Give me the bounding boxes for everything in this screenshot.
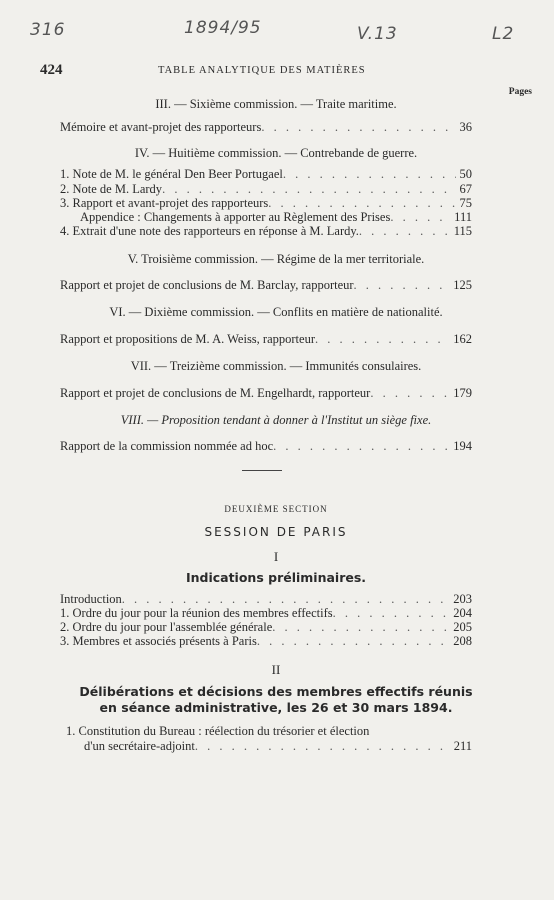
toc-entry: Rapport et propositions de M. A. Weiss, rapporteur . . . 162	[60, 332, 472, 347]
session-title: SESSION DE PARIS	[204, 525, 348, 539]
toc-entry: 3. Membres et associés présents à Paris . . . 208	[60, 634, 472, 649]
handwritten-note-2: 1894/95	[184, 18, 262, 38]
toc-entry: Rapport et projet de conclusions de M. Barclay, rapporteur . . . 125	[60, 278, 472, 293]
running-title: TABLE ANALYTIQUE DES MATIÈRES	[158, 65, 366, 76]
toc-entry: 1. Ordre du jour pour la réunion des membres effectifs . . . 204	[60, 606, 472, 621]
toc-entry: 1. Note de M. le général Den Beer Portugael . . . 50	[60, 167, 472, 182]
toc-entry: Appendice : Changements à apporter au Règlement des Prises . . . 111	[80, 210, 472, 225]
toc-entry: 3. Rapport et avant-projet des rapporteurs . . . 75	[60, 196, 472, 211]
section-label: DEUXIÈME SECTION	[224, 504, 328, 514]
section-heading-iv: IV. — Huitième commission. — Contrebande de guerre.	[134, 146, 418, 160]
subsection-title-2-line1: Délibérations et décisions des membres effectifs réunis	[79, 684, 473, 699]
section-heading-iii: III. — Sixième commission. — Traite maritime.	[155, 97, 397, 111]
divider	[242, 470, 282, 471]
handwritten-note-3: V.13	[357, 24, 398, 44]
roman-numeral-i: I	[273, 549, 279, 564]
toc-entry: 2. Note de M. Lardy . . . 67	[60, 182, 472, 197]
toc-entry: 2. Ordre du jour pour l'assemblée générale . . . 205	[60, 620, 472, 635]
roman-numeral-ii: II	[271, 662, 281, 677]
toc-entry: Introduction . . . 203	[60, 592, 472, 607]
pages-column-label: Pages	[508, 87, 532, 97]
page-number: 424	[40, 62, 63, 78]
section-heading-vii: VII. — Treizième commission. — Immunités consulaires.	[130, 359, 422, 373]
section-heading-v: V. Troisième commission. — Régime de la mer territoriale.	[127, 252, 425, 266]
toc-entry: Rapport et projet de conclusions de M. Engelhardt, rapporteur . . . 179	[60, 386, 472, 401]
toc-entry: d'un secrétaire-adjoint . . . 211	[84, 739, 472, 754]
section-heading-vi: VI. — Dixième commission. — Conflits en matière de nationalité.	[109, 305, 443, 319]
handwritten-note-1: 316	[30, 20, 66, 40]
toc-entry: 4. Extrait d'une note des rapporteurs en réponse à M. Lardy. . . . 115	[60, 224, 472, 239]
toc-entry: 1. Constitution du Bureau : réélection du trésorier et élection	[66, 724, 370, 738]
toc-entry: Mémoire et avant-projet des rapporteurs . . . 36	[60, 120, 472, 135]
toc-entry: Rapport de la commission nommée ad hoc . . . 194	[60, 439, 472, 454]
handwritten-note-4: L2	[492, 24, 515, 44]
subsection-title-2-line2: en séance administrative, les 26 et 30 mars 1894.	[99, 700, 453, 715]
section-heading-viii: VIII. — Proposition tendant à donner à l'Institut un siège fixe.	[120, 413, 432, 427]
subsection-title-1: Indications préliminaires.	[185, 570, 367, 585]
